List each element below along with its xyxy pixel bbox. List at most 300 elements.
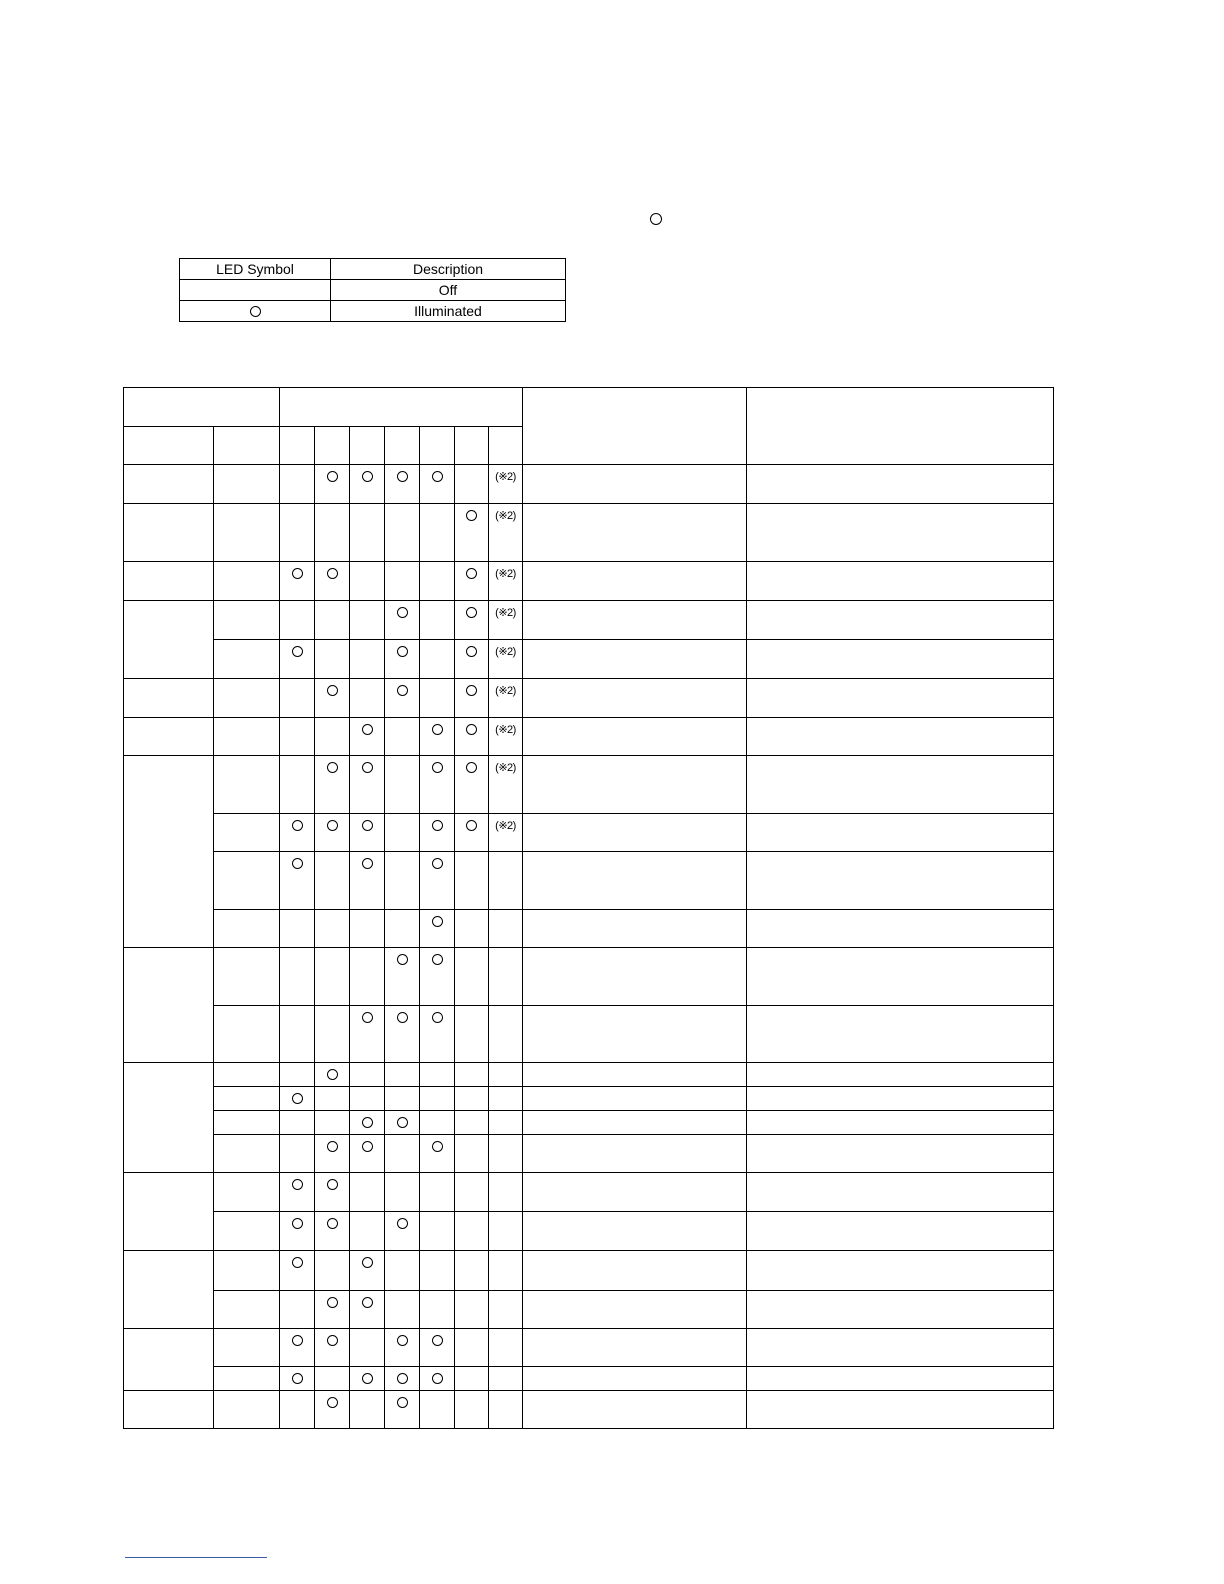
led-cell	[315, 948, 350, 1006]
illuminated-circle-icon	[650, 213, 662, 225]
led-cell	[280, 1291, 315, 1329]
illuminated-circle-icon	[327, 1218, 338, 1229]
subheader-led-cell	[280, 427, 315, 465]
header-cell-column-a	[523, 388, 747, 465]
item-cell	[214, 756, 280, 814]
led-cell	[385, 640, 420, 679]
led-cell	[420, 1391, 455, 1429]
status-cell	[523, 1251, 747, 1291]
led-cell	[455, 814, 489, 852]
led-cell	[489, 1329, 523, 1367]
led-cell	[455, 1251, 489, 1291]
subheader-cell	[214, 427, 280, 465]
table-row	[124, 1006, 1054, 1063]
illuminated-circle-icon	[292, 820, 303, 831]
table-row	[124, 1391, 1054, 1429]
led-cell	[455, 948, 489, 1006]
subheader-led-cell	[489, 427, 523, 465]
led-cell	[489, 1173, 523, 1212]
note-reference: (※2)	[495, 471, 516, 483]
table-row	[124, 504, 1054, 562]
led-cell	[315, 1173, 350, 1212]
illuminated-circle-icon	[397, 1335, 408, 1346]
led-cell	[350, 1212, 385, 1251]
led-cell	[280, 1111, 315, 1135]
led-cell	[280, 679, 315, 718]
led-cell	[385, 465, 420, 504]
led-cell	[489, 679, 523, 718]
header-cell-column-b	[747, 388, 1054, 465]
led-cell	[385, 601, 420, 640]
status-cell	[523, 1087, 747, 1111]
led-cell	[315, 1391, 350, 1429]
led-cell	[385, 1135, 420, 1173]
status-cell	[523, 1367, 747, 1391]
led-cell	[489, 910, 523, 948]
status-cell	[523, 640, 747, 679]
led-cell	[315, 1291, 350, 1329]
item-cell	[214, 1111, 280, 1135]
table-row	[124, 601, 1054, 640]
legend-row-illuminated	[180, 301, 566, 322]
illuminated-circle-icon	[432, 858, 443, 869]
subheader-cell	[124, 427, 214, 465]
remedy-cell	[747, 910, 1054, 948]
item-cell	[214, 601, 280, 640]
led-cell	[385, 504, 420, 562]
illuminated-circle-icon	[292, 568, 303, 579]
led-cell	[455, 640, 489, 679]
led-cell	[420, 1063, 455, 1087]
led-cell	[280, 1329, 315, 1367]
illuminated-circle-icon	[362, 1117, 373, 1128]
illuminated-circle-icon	[362, 820, 373, 831]
led-cell	[420, 852, 455, 910]
illuminated-circle-icon	[327, 1297, 338, 1308]
led-cell	[315, 1212, 350, 1251]
status-cell	[523, 1111, 747, 1135]
table-row	[124, 1173, 1054, 1212]
item-cell	[214, 1251, 280, 1291]
illuminated-circle-icon	[362, 471, 373, 482]
illuminated-circle-icon	[466, 646, 477, 657]
led-cell	[489, 1391, 523, 1429]
status-cell	[523, 948, 747, 1006]
legend-symbol-illuminated	[180, 301, 331, 322]
illuminated-circle-icon	[362, 1141, 373, 1152]
led-cell	[489, 1251, 523, 1291]
remedy-cell	[747, 718, 1054, 756]
table-row	[124, 562, 1054, 601]
illuminated-circle-icon	[362, 762, 373, 773]
led-cell	[455, 601, 489, 640]
item-cell	[214, 948, 280, 1006]
illuminated-circle-icon	[327, 685, 338, 696]
led-cell	[315, 718, 350, 756]
remedy-cell	[747, 465, 1054, 504]
group-cell	[124, 1329, 214, 1391]
led-cell	[280, 640, 315, 679]
led-cell	[489, 1291, 523, 1329]
illuminated-circle-icon	[432, 724, 443, 735]
status-cell	[523, 1173, 747, 1212]
illuminated-circle-icon	[466, 685, 477, 696]
led-cell	[280, 1212, 315, 1251]
led-status-table-body	[124, 388, 1054, 1429]
illuminated-circle-icon	[432, 471, 443, 482]
remedy-cell	[747, 1212, 1054, 1251]
table-row	[124, 756, 1054, 814]
item-cell	[214, 718, 280, 756]
remedy-cell	[747, 1087, 1054, 1111]
led-cell	[385, 679, 420, 718]
led-cell	[455, 1063, 489, 1087]
led-cell	[280, 814, 315, 852]
led-cell	[420, 1367, 455, 1391]
remedy-cell	[747, 1391, 1054, 1429]
illuminated-circle-icon	[362, 1297, 373, 1308]
led-cell	[455, 1291, 489, 1329]
item-cell	[214, 1087, 280, 1111]
led-cell	[420, 1111, 455, 1135]
led-cell	[280, 948, 315, 1006]
led-cell	[385, 910, 420, 948]
led-cell	[385, 1087, 420, 1111]
illuminated-circle-icon	[292, 1335, 303, 1346]
led-cell	[489, 1087, 523, 1111]
illuminated-circle-icon	[397, 1397, 408, 1408]
note-reference: (※2)	[495, 820, 516, 832]
led-cell	[385, 1329, 420, 1367]
illuminated-circle-icon	[327, 1397, 338, 1408]
illuminated-circle-icon	[327, 471, 338, 482]
led-cell	[420, 465, 455, 504]
illuminated-circle-icon	[397, 646, 408, 657]
illuminated-circle-icon	[250, 306, 261, 317]
note-reference: (※2)	[495, 762, 516, 774]
led-cell	[280, 1391, 315, 1429]
note-reference: (※2)	[495, 724, 516, 736]
led-cell	[455, 1087, 489, 1111]
led-cell	[315, 1367, 350, 1391]
led-cell	[385, 756, 420, 814]
item-cell	[214, 1063, 280, 1087]
illuminated-circle-icon	[466, 510, 477, 521]
led-cell	[280, 910, 315, 948]
led-cell	[315, 640, 350, 679]
led-cell	[315, 1111, 350, 1135]
led-cell	[420, 1135, 455, 1173]
illuminated-circle-icon	[432, 1012, 443, 1023]
table-row	[124, 1087, 1054, 1111]
led-cell	[420, 1212, 455, 1251]
subheader-led-cell	[455, 427, 489, 465]
led-cell	[385, 1006, 420, 1063]
legend-header-description: Description	[331, 259, 566, 280]
item-cell	[214, 910, 280, 948]
remedy-cell	[747, 1367, 1054, 1391]
led-cell	[280, 1173, 315, 1212]
illuminated-circle-icon	[432, 1141, 443, 1152]
subheader-led-cell	[420, 427, 455, 465]
subheader-led-cell	[385, 427, 420, 465]
led-cell	[350, 910, 385, 948]
led-cell	[385, 1111, 420, 1135]
led-cell	[420, 948, 455, 1006]
led-cell	[315, 1135, 350, 1173]
illuminated-circle-icon	[327, 820, 338, 831]
item-cell	[214, 679, 280, 718]
item-cell	[214, 1329, 280, 1367]
subheader-led-cell	[315, 427, 350, 465]
remedy-cell	[747, 814, 1054, 852]
illuminated-circle-icon	[397, 1012, 408, 1023]
table-row	[124, 718, 1054, 756]
led-cell	[385, 814, 420, 852]
legend-header-symbol: LED Symbol	[180, 259, 331, 280]
illuminated-circle-icon	[292, 646, 303, 657]
table-row	[124, 1329, 1054, 1367]
led-cell	[489, 465, 523, 504]
led-cell	[385, 1291, 420, 1329]
led-cell	[350, 1391, 385, 1429]
led-cell	[420, 814, 455, 852]
status-cell	[523, 679, 747, 718]
led-cell	[455, 562, 489, 601]
group-cell	[124, 948, 214, 1063]
table-row	[124, 1063, 1054, 1087]
led-cell	[489, 1111, 523, 1135]
group-cell	[124, 1173, 214, 1251]
led-cell	[350, 718, 385, 756]
group-cell	[124, 562, 214, 601]
footer-link-underline	[125, 1557, 267, 1558]
led-cell	[455, 1329, 489, 1367]
led-cell	[350, 465, 385, 504]
led-cell	[280, 504, 315, 562]
table-row	[124, 1251, 1054, 1291]
status-cell	[523, 718, 747, 756]
led-cell	[350, 1291, 385, 1329]
led-cell	[489, 1006, 523, 1063]
table-row	[124, 910, 1054, 948]
led-cell	[315, 1006, 350, 1063]
led-cell	[350, 504, 385, 562]
led-cell	[455, 1135, 489, 1173]
item-cell	[214, 1135, 280, 1173]
status-cell	[523, 852, 747, 910]
led-cell	[280, 1367, 315, 1391]
illuminated-circle-icon	[432, 1335, 443, 1346]
led-cell	[489, 504, 523, 562]
remedy-cell	[747, 1006, 1054, 1063]
led-cell	[315, 679, 350, 718]
table-row	[124, 465, 1054, 504]
status-cell	[523, 756, 747, 814]
led-cell	[455, 852, 489, 910]
led-cell	[489, 562, 523, 601]
led-cell	[385, 1391, 420, 1429]
led-cell	[385, 718, 420, 756]
remedy-cell	[747, 679, 1054, 718]
led-cell	[280, 852, 315, 910]
led-cell	[350, 1367, 385, 1391]
remedy-cell	[747, 1329, 1054, 1367]
remedy-cell	[747, 1111, 1054, 1135]
led-cell	[489, 756, 523, 814]
remedy-cell	[747, 948, 1054, 1006]
led-cell	[385, 852, 420, 910]
illuminated-circle-icon	[432, 820, 443, 831]
led-symbol-legend-table	[179, 258, 566, 322]
led-cell	[489, 852, 523, 910]
led-cell	[489, 814, 523, 852]
remedy-cell	[747, 562, 1054, 601]
table-row	[124, 1291, 1054, 1329]
led-cell	[280, 1087, 315, 1111]
led-cell	[280, 718, 315, 756]
led-cell	[280, 756, 315, 814]
led-cell	[385, 1173, 420, 1212]
illuminated-circle-icon	[432, 1373, 443, 1384]
led-cell	[420, 1291, 455, 1329]
remedy-cell	[747, 1291, 1054, 1329]
status-cell	[523, 1391, 747, 1429]
led-cell	[315, 1251, 350, 1291]
status-cell	[523, 910, 747, 948]
led-cell	[455, 1367, 489, 1391]
table-row	[124, 679, 1054, 718]
led-cell	[350, 1063, 385, 1087]
note-reference: (※2)	[495, 607, 516, 619]
led-cell	[350, 1135, 385, 1173]
subheader-led-cell	[350, 427, 385, 465]
group-cell	[124, 1251, 214, 1329]
status-cell	[523, 465, 747, 504]
led-cell	[350, 640, 385, 679]
group-cell	[124, 718, 214, 756]
note-reference: (※2)	[495, 568, 516, 580]
led-cell	[315, 1087, 350, 1111]
illuminated-circle-icon	[362, 724, 373, 735]
group-cell	[124, 601, 214, 679]
led-cell	[420, 679, 455, 718]
remedy-cell	[747, 852, 1054, 910]
illuminated-circle-icon	[397, 1373, 408, 1384]
led-cell	[315, 852, 350, 910]
illuminated-circle-icon	[432, 762, 443, 773]
group-cell	[124, 504, 214, 562]
illuminated-circle-icon	[327, 762, 338, 773]
illuminated-circle-icon	[397, 1218, 408, 1229]
led-cell	[420, 504, 455, 562]
status-cell	[523, 1135, 747, 1173]
led-cell	[385, 1251, 420, 1291]
led-cell	[350, 756, 385, 814]
illuminated-circle-icon	[432, 916, 443, 927]
group-cell	[124, 679, 214, 718]
item-cell	[214, 562, 280, 601]
led-cell	[315, 756, 350, 814]
item-cell	[214, 1212, 280, 1251]
group-cell	[124, 1391, 214, 1429]
led-cell	[315, 814, 350, 852]
led-cell	[420, 910, 455, 948]
item-cell	[214, 1391, 280, 1429]
led-cell	[280, 1006, 315, 1063]
status-cell	[523, 504, 747, 562]
item-cell	[214, 1291, 280, 1329]
led-cell	[489, 1063, 523, 1087]
illuminated-circle-icon	[397, 471, 408, 482]
status-cell	[523, 1291, 747, 1329]
led-cell	[489, 1212, 523, 1251]
header-cell-led-group	[280, 388, 523, 427]
led-cell	[489, 948, 523, 1006]
led-cell	[280, 1135, 315, 1173]
table-row	[124, 1212, 1054, 1251]
led-cell	[350, 1251, 385, 1291]
remedy-cell	[747, 1063, 1054, 1087]
illuminated-circle-icon	[466, 820, 477, 831]
status-cell	[523, 1212, 747, 1251]
status-cell	[523, 601, 747, 640]
illuminated-circle-icon	[327, 1069, 338, 1080]
illuminated-circle-icon	[362, 1373, 373, 1384]
note-reference: (※2)	[495, 685, 516, 697]
illuminated-circle-icon	[292, 1257, 303, 1268]
status-cell	[523, 1329, 747, 1367]
remedy-cell	[747, 1135, 1054, 1173]
item-cell	[214, 504, 280, 562]
led-cell	[280, 1251, 315, 1291]
led-cell	[489, 640, 523, 679]
led-cell	[280, 601, 315, 640]
led-cell	[315, 1329, 350, 1367]
illuminated-circle-icon	[397, 685, 408, 696]
header-cell-blank	[124, 388, 280, 427]
led-cell	[420, 718, 455, 756]
legend-symbol-off	[180, 280, 331, 301]
led-cell	[350, 1006, 385, 1063]
illuminated-circle-icon	[292, 1093, 303, 1104]
item-cell	[214, 1173, 280, 1212]
remedy-cell	[747, 756, 1054, 814]
led-cell	[350, 948, 385, 1006]
item-cell	[214, 1367, 280, 1391]
table-row	[124, 1135, 1054, 1173]
led-cell	[315, 910, 350, 948]
led-cell	[455, 1006, 489, 1063]
legend-row-off	[180, 280, 566, 301]
led-cell	[489, 718, 523, 756]
led-cell	[350, 601, 385, 640]
illuminated-circle-icon	[327, 1179, 338, 1190]
item-cell	[214, 814, 280, 852]
illuminated-circle-icon	[292, 1218, 303, 1229]
illuminated-circle-icon	[432, 954, 443, 965]
led-cell	[455, 504, 489, 562]
led-cell	[315, 1063, 350, 1087]
table-row	[124, 1367, 1054, 1391]
led-cell	[350, 814, 385, 852]
illuminated-circle-icon	[397, 954, 408, 965]
led-cell	[455, 1111, 489, 1135]
group-cell	[124, 1063, 214, 1173]
remedy-cell	[747, 1251, 1054, 1291]
status-cell	[523, 1063, 747, 1087]
led-cell	[280, 1063, 315, 1087]
